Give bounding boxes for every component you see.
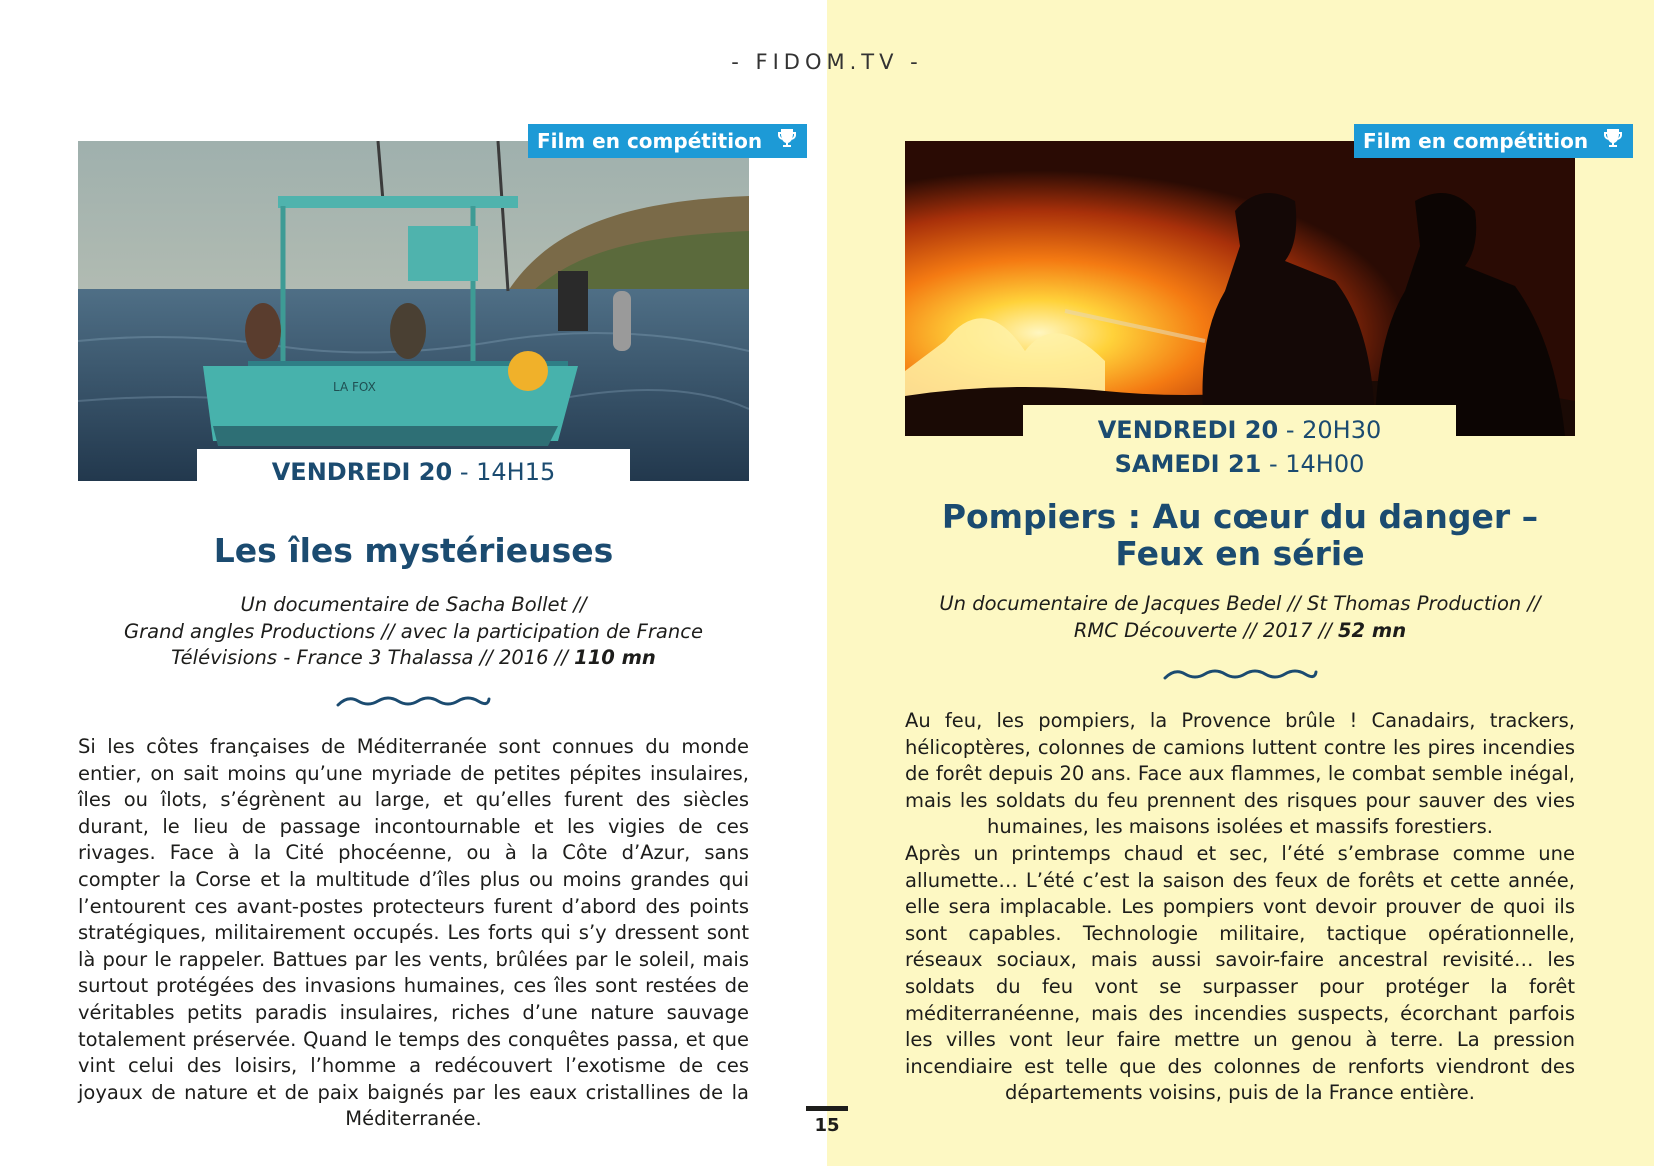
boat-name: LA FOX: [333, 380, 376, 394]
competition-badge: [1354, 124, 1633, 158]
film-credits: [905, 591, 1575, 644]
screening-date: [197, 449, 630, 495]
film-duration: 110 mn: [574, 646, 656, 669]
screening-dates: [1023, 405, 1456, 493]
film-duration: 52 mn: [1337, 618, 1407, 642]
screening-time: - 14H00: [1261, 450, 1365, 478]
screening-day: VENDREDI 20: [271, 458, 453, 486]
wave-divider-icon: [1163, 666, 1318, 688]
credits-line: Un documentaire de Sacha Bollet //: [240, 593, 587, 616]
wave-divider-icon: [336, 693, 491, 715]
fire-photo: [905, 141, 1575, 436]
film-title-line: Pompiers : Au cœur du danger –: [941, 497, 1539, 536]
credits-line: Télévisions - France 3 Thalassa // 2016 //: [171, 646, 575, 669]
film-synopsis: Si les côtes françaises de Méditerranée sont connues du monde entier, on sait moins qu’une myriade de petites pépites insulaires, îles ou îlots, s’égrènent au large, et qu’elles furent des siècles durant, le lieu de passage incontournable et les vigies de ces rivages. Face à la Cité phocéenne, ou à la Côte d’Azur, sans compter la Corse et la multitude d’îles plus ou moins grandes qui l’entourent ces avant-postes protecteurs furent d’abord des points stratégiques, militairement occupés. Les forts qui s’y dressent sont là pour le rappeler. Battues par les vents, brûlées par le soleil, mais surtout protégées des invasions humaines, ces îles sont restées de véritables petits paradis insulaires, riches d’une nature sauvage totalement préservée. Quand le temps des conquêtes passa, et que vint celui des loisirs, l’homme a redécouvert l’exotisme de ces joyaux de nature et de paix baignés par les eaux cristallines de la Méditerranée.: [78, 735, 749, 1131]
credits-line: Un documentaire de Jacques Bedel // St Thomas Production //: [939, 592, 1541, 615]
boat-photo: [78, 141, 749, 481]
film-title: [905, 498, 1575, 572]
screening-day: VENDREDI 20: [1097, 416, 1279, 444]
film-credits: [78, 592, 749, 672]
page-number: 15: [814, 1115, 840, 1136]
screening-time: - 14H15: [452, 458, 556, 486]
badge-label: Film en compétition: [537, 129, 763, 153]
synopsis-paragraph: Après un printemps chaud et sec, l’été s’embrase comme une allumette… L’été c’est la saison des feux de forêts et cette année, elle sera implacable. Les pompiers vont devoir prouver de quoi ils sont capables. Technologie militaire, tactique opérationnelle, réseaux sociaux, mais aussi savoir-faire ancestral revisité… les soldats du feu vont se surpasser pour protéger la forêt méditerranéenne, mais des incendies suspects, écorchant parfois les villes vont leur faire mettre un genou à terre. La pression incendiaire est telle que des colonnes de renforts viendront des départements voisins, puis de la France entière.: [905, 841, 1575, 1105]
site-header: - FIDOM.TV -: [731, 50, 923, 74]
credits-line: Grand angles Productions // avec la participation de France: [124, 619, 703, 643]
synopsis-paragraph: Au feu, les pompiers, la Provence brûle ! Canadairs, trackers, hélicoptères, colonnes de camions luttent contre les pires incendies de forêt depuis 20 ans. Face aux flammes, le combat semble inégal, mais les soldats du feu prennent des risques pour sauver des vies humaines, les maisons isolées et massifs forestiers.: [905, 709, 1575, 839]
credits-line: RMC Découverte // 2017 //: [1073, 618, 1338, 642]
screening-day: SAMEDI 21: [1114, 450, 1262, 478]
trophy-icon: [1601, 126, 1625, 160]
film-title: Les îles mystérieuses: [213, 531, 614, 570]
trophy-icon: [775, 126, 799, 160]
film-title-line: Feux en série: [1115, 534, 1365, 573]
page-number-bar: [806, 1106, 848, 1111]
film-synopsis: [905, 708, 1575, 1107]
screening-time: - 20H30: [1278, 416, 1382, 444]
badge-label: Film en compétition: [1363, 129, 1589, 153]
competition-badge: [528, 124, 807, 158]
